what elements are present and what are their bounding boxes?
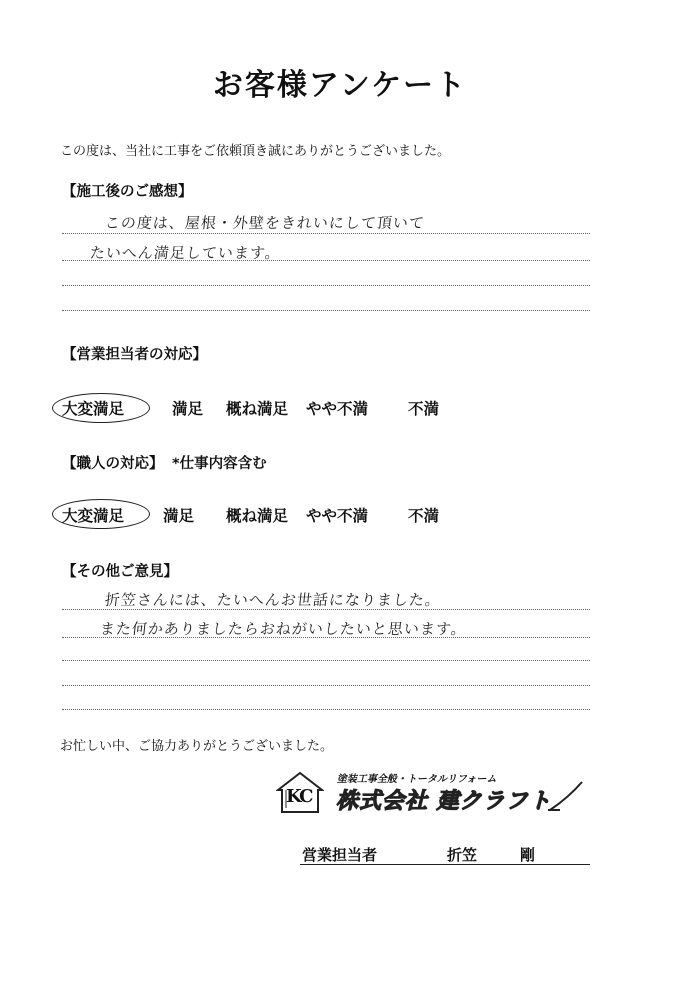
sales-option-mostly-satisfied[interactable]: 概ね満足 (226, 400, 289, 418)
craft-option-dissatisfied[interactable]: 不満 (408, 507, 440, 525)
signature-given: 剛 (520, 846, 536, 864)
signature-surname: 折笠 (447, 846, 478, 864)
answer-rule (62, 260, 590, 261)
page-title: お客様アンケート (212, 68, 468, 103)
section-impression-heading: 【施工後のご感想】 (62, 184, 193, 200)
company-tagline: 塗装工事全般・トータルリフォーム (336, 774, 499, 785)
intro-text: この度は、当社に工事をご依頼頂き誠にありがとうございました。 (60, 144, 451, 159)
sales-option-dissatisfied[interactable]: 不満 (408, 400, 440, 418)
section-other-heading: 【その他ご意見】 (62, 564, 178, 580)
sales-option-very-satisfied[interactable]: 大変満足 (62, 400, 125, 418)
swoosh-icon (546, 776, 586, 816)
answer-rule (62, 660, 590, 661)
company-name: 株式会社 建クラフト (336, 789, 552, 814)
answer-rule (62, 609, 590, 610)
craft-option-very-satisfied[interactable]: 大変満足 (62, 507, 125, 525)
answer-rule (62, 285, 590, 286)
signature-role: 営業担当者 (302, 846, 378, 864)
company-logo (276, 768, 576, 818)
craft-option-somewhat-dissatisfied[interactable]: やや不満 (306, 507, 369, 525)
answer-rule (62, 685, 590, 686)
other-line-1: 折笠さんには、たいへんお世話になりました。 (104, 591, 442, 609)
answer-rule (62, 233, 590, 234)
closing-text: お忙しい中、ご協力ありがとうございました。 (60, 739, 334, 754)
sales-option-somewhat-dissatisfied[interactable]: やや不満 (306, 400, 369, 418)
craft-option-satisfied[interactable]: 満足 (163, 507, 195, 525)
impression-line-2: たいへん満足しています。 (89, 244, 282, 262)
craft-option-mostly-satisfied[interactable]: 概ね満足 (226, 507, 289, 525)
answer-rule (62, 709, 590, 710)
impression-line-1: この度は、屋根・外壁をきれいにして頂いて (104, 214, 426, 232)
logo-initials: KC (286, 786, 312, 807)
other-line-2: また何かありましたらおねがいしたいと思います。 (99, 620, 468, 638)
section-craftsman-note: *仕事内容含む (172, 456, 267, 472)
sales-option-satisfied[interactable]: 満足 (172, 400, 204, 418)
answer-rule (62, 637, 590, 638)
section-craftsman-heading: 【職人の対応】 (62, 456, 164, 472)
section-sales-heading: 【営業担当者の対応】 (62, 347, 207, 363)
answer-rule (62, 310, 590, 311)
signature-line (300, 864, 590, 865)
